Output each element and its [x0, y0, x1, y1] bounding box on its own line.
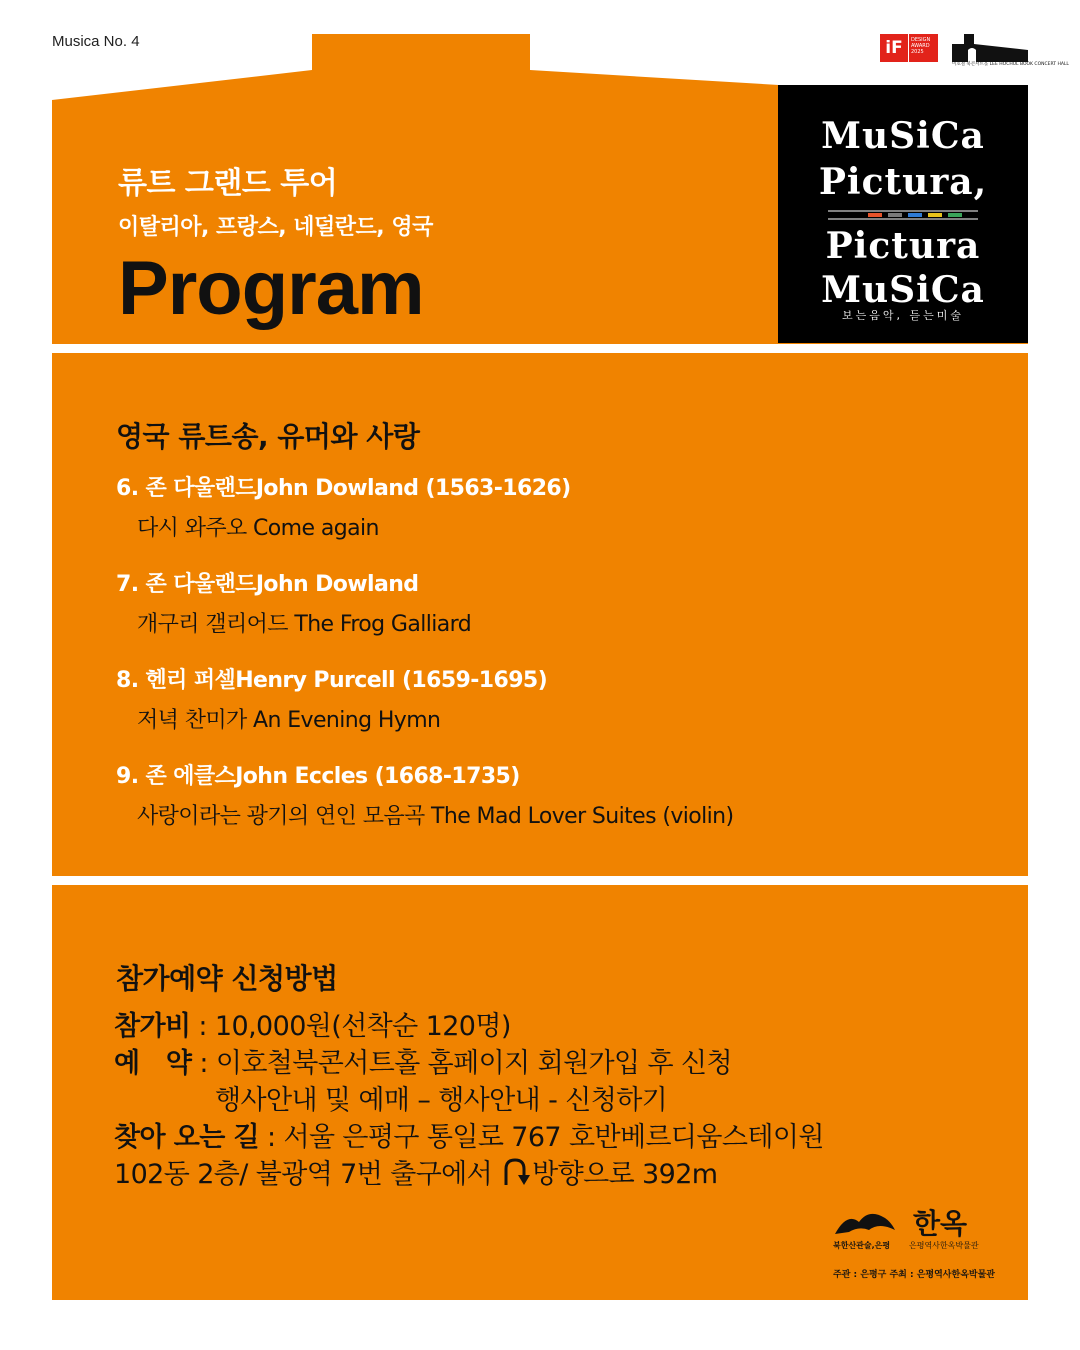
- program-item-sub: 다시 와주오 Come again: [137, 516, 379, 541]
- program-section-title: 영국 류트송, 유머와 사랑: [116, 420, 420, 453]
- program-item: [116, 663, 547, 734]
- directions-detail-pre: 102동 2층/ 불광역 7번 출구에서: [114, 1159, 501, 1190]
- program-item: [116, 567, 471, 638]
- directions-value: : 서울 은평구 통일로 767 호반베르디움스테이원: [259, 1122, 824, 1153]
- u-turn-arrow-icon: [502, 1157, 530, 1187]
- hall-name-ko: 이호철 북콘서트홀: [952, 62, 989, 67]
- subtitle-secondary: 이탈리아, 프랑스, 네덜란드, 영국: [118, 215, 433, 240]
- brand-tagline: 보는음악, 듣는미술: [841, 309, 964, 322]
- program-item-head: 6. 존 다울랜드John Dowland (1563-1626): [116, 476, 571, 501]
- program-item: [116, 759, 733, 830]
- booking-section-title: 참가예약 신청방법: [116, 962, 338, 995]
- subtitle-primary: 류트 그랜드 투어: [118, 166, 338, 201]
- reserve-line: [114, 1045, 1014, 1082]
- footer-logos: [833, 1202, 1018, 1280]
- fee-line: [114, 1008, 1014, 1045]
- program-item-sub: 개구리 갤리어드 The Frog Galliard: [137, 612, 472, 637]
- program-item-sub: 저녁 찬미가 An Evening Hymn: [137, 708, 441, 733]
- reserve-label: 예 약: [114, 1048, 192, 1079]
- color-bar-icon: [828, 209, 978, 221]
- program-item: [116, 471, 571, 542]
- booking-info: [114, 1008, 1014, 1193]
- brand-line-1: MuSiCa: [821, 115, 985, 157]
- footer-credit: 주관 : 은평구 주최 : 은평역사한옥박물관: [833, 1270, 995, 1280]
- brand-line-3: Pictura: [825, 225, 981, 267]
- brand-line-2: Pictura,: [818, 161, 988, 203]
- directions-detail: [114, 1156, 1014, 1193]
- hanok-logo-text: 은평역사한옥박물관: [909, 1241, 979, 1250]
- program-item-head: 9. 존 에클스John Eccles (1668-1735): [116, 764, 520, 789]
- brand-line-4: MuSiCa: [821, 269, 985, 311]
- bukhansan-logo-icon: [833, 1208, 897, 1238]
- bukhansan-logo-text: 북한산관술,은평: [833, 1241, 891, 1250]
- header-content: [118, 158, 433, 332]
- page-title: Program: [118, 246, 424, 331]
- issue-label: Musica No. 4: [52, 33, 140, 50]
- program-item-sub: 사랑이라는 광기의 연인 모음곡 The Mad Lover Suites (violin): [137, 804, 734, 829]
- if-mark: iF: [880, 34, 908, 62]
- booking-panel: [52, 885, 1028, 1300]
- fee-label: 참가비: [114, 1011, 191, 1042]
- reserve-path: 행사안내 및 예매 – 행사안내 - 신청하기: [215, 1085, 668, 1116]
- reserve-value: : 이호철북콘서트홀 홈페이지 회원가입 후 신청: [191, 1048, 732, 1079]
- program-panel: [52, 353, 1028, 876]
- program-item-head: 7. 존 다울랜드John Dowland: [116, 572, 419, 597]
- fee-value: : 10,000원(선착순 120명): [190, 1011, 511, 1042]
- directions-detail-post: 방향으로 392m: [532, 1159, 718, 1190]
- hall-name-en: LEE HOCHUL BOOK CONCERT HALL: [989, 62, 1069, 67]
- brand-logo-box: [778, 85, 1028, 343]
- program-item-head: 8. 헨리 퍼셀Henry Purcell (1659-1695): [116, 668, 548, 693]
- hanok-logo-mark: 한옥: [913, 1207, 968, 1240]
- directions-label: 찾아 오는 길: [114, 1122, 260, 1153]
- if-award-text: DESIGN AWARD 2025: [908, 34, 938, 62]
- directions-line: [114, 1119, 1014, 1156]
